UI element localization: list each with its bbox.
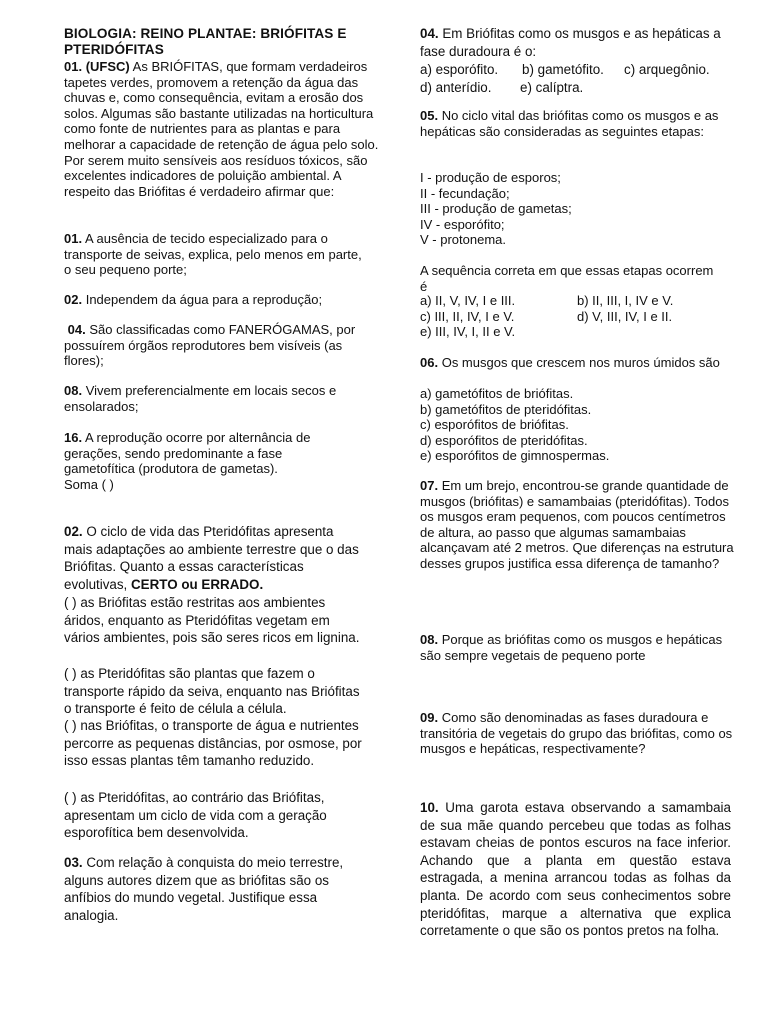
stage-2: II - fecundação; [420,185,510,201]
question-06: 06. Os musgos que crescem nos muros úmidos são [420,355,720,370]
question-02: 02. O ciclo de vida das Pteridófitas apresenta mais adaptações ao ambiente terrestre que o das Briófitas. Quanto a essas características evolutivas, CERTO ou ERRADO. [64,524,359,592]
question-number: 08. [420,632,439,647]
question-number: 07. [420,478,439,493]
question-number: 04. [420,26,439,41]
question-number: 06. [420,355,439,370]
q04-option-d[interactable]: d) anterídio. [420,79,492,95]
q02-item-4[interactable]: ( ) as Pteridófitas, ao contrário das Briófitas, apresentam um ciclo de vida com a geração esporofítica bem desenvolvida. [64,790,327,841]
page-title: BIOLOGIA: REINO PLANTAE: BRIÓFITAS E PTERIDÓFITAS [64,26,347,57]
q05-question: A sequência correta em que essas etapas ocorrem é [420,263,714,294]
question-number: 05. [420,108,439,123]
q05-stages [420,170,572,248]
q01-soma[interactable]: Soma ( ) [64,477,114,492]
q05-option-b[interactable]: b) II, III, I, IV e V. [577,293,674,308]
q05-option-c[interactable]: c) III, II, IV, I e V. [420,308,515,324]
q06-option-c[interactable]: c) esporófitos de briófitas. [420,417,569,433]
q06-option-a[interactable]: a) gametófitos de briófitas. [420,386,574,401]
stage-3: III - produção de gametas; [420,201,572,217]
question-03: 03. Com relação à conquista do meio terrestre, alguns autores dizem que as briófitas são os anfíbios do mundo vegetal. Justifique essa analogia. [64,855,344,923]
question-01 [64,59,380,199]
q05-option-d[interactable]: d) V, III, IV, I e II. [577,308,673,324]
question-04: 04. Em Briófitas como os musgos e as hepáticas a fase duradoura é o: [420,26,721,59]
q04-option-a[interactable]: a) esporófito. [420,62,499,77]
question-07: 07. Em um brejo, encontrou-se grande quantidade de musgos (briófitas) e samambaias (pteridófitas). Todos os musgos eram pequenos, com poucos centímetros de altura, ao passo que algumas samambaias alcançavam até 2 metros. Que diferenças na estrutura desses grupos justifica essa diferença de tamanho? [420,478,734,571]
q05-option-e[interactable]: e) III, IV, I, II e V. [420,324,516,340]
question-number: 02. [64,524,83,539]
q02-item-2[interactable]: ( ) as Pteridófitas são plantas que fazem o transporte rápido da seiva, enquanto nas Briófitas o transporte é feito de célula a célula. [64,666,360,717]
question-number: 01. [64,59,83,74]
q06-option-d[interactable]: d) esporófitos de pteridófitas. [420,432,588,448]
q06-option-b[interactable]: b) gametófitos de pteridófitas. [420,401,592,417]
q05-option-a[interactable]: a) II, V, IV, I e III. [420,293,516,308]
question-number: 10. [420,800,439,815]
question-number: 09. [420,710,439,725]
q01-item-01: 01. A ausência de tecido especializado para o transporte de seivas, explica, pelo menos em parte, o seu pequeno porte; [64,231,362,278]
q01-item-08: 08. Vivem preferencialmente em locais secos e ensolarados; [64,383,337,414]
stage-5: V - protonema. [420,232,506,248]
q06-option-e[interactable]: e) esporófitos de gimnospermas. [420,448,610,464]
q05-options [420,293,727,340]
q02-item-3[interactable]: ( ) nas Briófitas, o transporte de água e nutrientes percorre as pequenas distâncias, por osmose, por isso essas plantas têm tamanho reduzido. [64,718,362,769]
q02-item-1[interactable]: ( ) as Briófitas estão restritas aos ambientes áridos, enquanto as Pteridófitas vegetam em vários ambientes, pois são seres ricos em lignina. [64,595,360,646]
question-09: 09. Como são denominadas as fases duradoura e transitória de vegetais do grupo das briófitas, como os musgos e hepáticas, respectivamente? [420,710,733,757]
q01-item-04: 04. São classificadas como FANERÓGAMAS, por possuírem órgãos reprodutores bem visíveis (as flores); [64,322,356,369]
question-source: (UFSC) [85,59,130,74]
q01-item-02: 02. Independem da água para a reprodução; [64,292,323,307]
question-08: 08. Porque as briófitas como os musgos e hepáticas são sempre vegetais de pequeno porte [420,632,723,663]
q06-options [420,386,609,464]
q01-item-16: 16. A reprodução ocorre por alternância de gerações, sendo predominante a fase gametofítica (produtora de gametas). [64,430,311,477]
stage-4: IV - esporófito; [420,216,505,232]
q04-option-c[interactable]: c) arquegônio. [624,62,710,77]
question-10: 10. Uma garota estava observando a samambaia de sua mãe quando percebeu que todas as folhas estavam cheias de pontos escuros na face inferior. Achando que a planta em questão estava estragada, a menina arrancou todas as folhas da planta. De acordo com seus conhecimentos sobre pteridófitas, marque a alternativa que explica corretamente o que são os pontos pretos na folha. [420,800,731,939]
question-05: 05. No ciclo vital das briófitas como os musgos e as hepáticas são consideradas as seguintes etapas: [420,108,719,139]
q04-options [420,61,735,96]
question-stem: As BRIÓFITAS, que formam verdadeiros tapetes verdes, promovem a retenção da água das chuvas e, como consequência, evitam a erosão dos solos. Algumas são bastante utilizadas na horticultura como fonte de nutrientes para as plantas e para melhorar a capacidade de retenção de água pelo solo. Por serem muito sensíveis aos resíduos tóxicos, são excelentes indicadores de poluição ambiental. A respeito das Briófitas é verdadeiro afirmar que: [64,59,379,199]
question-number: 03. [64,855,83,870]
stage-1: I - produção de esporos; [420,170,561,185]
q04-option-e[interactable]: e) calíptra. [520,79,584,95]
q04-option-b[interactable]: b) gametófito. [522,62,604,77]
